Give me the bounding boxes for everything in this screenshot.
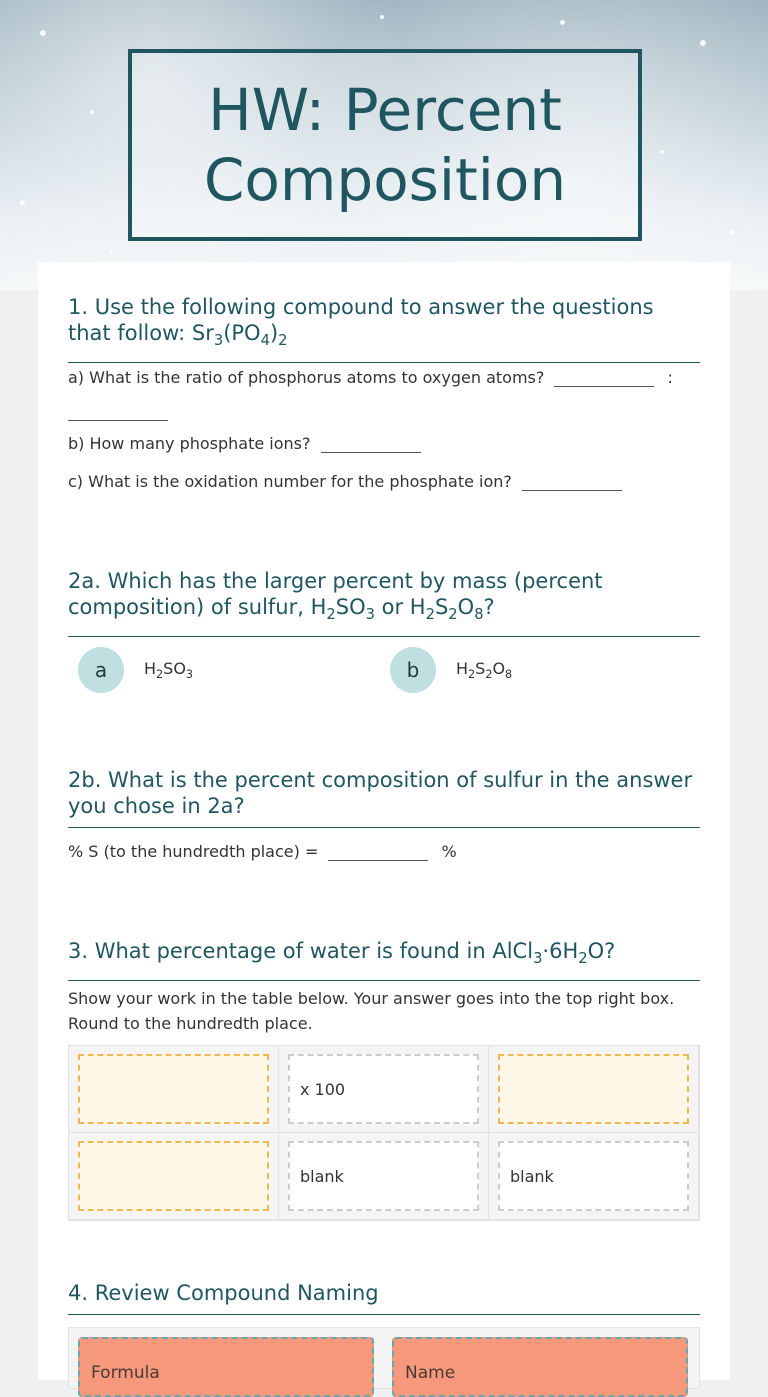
- answer-1c[interactable]: [522, 472, 622, 491]
- work-cell: [489, 1046, 699, 1133]
- answer-1a-oxygen[interactable]: [68, 402, 168, 421]
- question-2a-title: 2a. Which has the larger percent by mass (percent composition) of sulfur, $H_2SO_3$ or $H_2S_2O_8$?: [68, 568, 700, 637]
- answer-2b[interactable]: [328, 842, 428, 861]
- question-1c: [68, 472, 622, 491]
- title-box: [128, 49, 642, 241]
- formula-header: Formula: [78, 1337, 374, 1397]
- header-banner: [0, 0, 768, 290]
- choice-a-bubble[interactable]: a: [78, 647, 124, 693]
- question-1a-second-blank-row: [68, 402, 168, 421]
- work-cell: [489, 1133, 699, 1220]
- multiply-100-box: x 100: [288, 1054, 479, 1124]
- blank-box: blank: [498, 1141, 689, 1211]
- answer-1b[interactable]: [321, 434, 421, 453]
- choice-b-label: $H_2S_2O_8$: [456, 658, 513, 682]
- question-1b: [68, 434, 421, 453]
- blank-box: blank: [288, 1141, 479, 1211]
- question-3-instructions: Show your work in the table below. Your answer goes into the top right box. Round to the hundredth place.: [68, 989, 675, 1033]
- choice-b[interactable]: [390, 647, 512, 693]
- work-cell: [69, 1133, 279, 1220]
- work-input-box[interactable]: [78, 1054, 269, 1124]
- percent-unit: %: [441, 842, 457, 861]
- question-1c-text: c) What is the oxidation number for the phosphate ion?: [68, 472, 512, 491]
- question-1b-text: b) How many phosphate ions?: [68, 434, 311, 453]
- question-4-title: 4. Review Compound Naming: [68, 1280, 700, 1315]
- ratio-separator: :: [667, 368, 673, 387]
- work-table: [68, 1045, 700, 1221]
- work-cell: [279, 1133, 489, 1220]
- choice-a[interactable]: [78, 647, 193, 693]
- question-2b-text: % S (to the hundredth place) =: [68, 842, 319, 861]
- choice-b-bubble[interactable]: b: [390, 647, 436, 693]
- name-header: Name: [392, 1337, 688, 1397]
- question-2b-row: [68, 842, 457, 861]
- question-1a: [68, 368, 673, 387]
- choice-a-label: $H_2SO_3$: [144, 658, 194, 682]
- work-input-box[interactable]: [78, 1141, 269, 1211]
- page-title: HW: Percent Composition: [203, 76, 567, 214]
- question-3-title: 3. What percentage of water is found in $AlCl_3\cdot 6H_2O$?: [68, 938, 700, 981]
- question-1a-text: a) What is the ratio of phosphorus atoms to oxygen atoms?: [68, 368, 545, 387]
- work-cell: [69, 1046, 279, 1133]
- question-1-title: 1. Use the following compound to answer the questions that follow: $Sr_3(PO_4)_2$: [68, 294, 700, 363]
- answer-1a-phosphorus[interactable]: [554, 368, 654, 387]
- question-2b-title: 2b. What is the percent composition of sulfur in the answer you chose in 2a?: [68, 767, 700, 828]
- worksheet: [38, 262, 730, 1383]
- answer-input-box[interactable]: [498, 1054, 689, 1124]
- work-cell: [279, 1046, 489, 1133]
